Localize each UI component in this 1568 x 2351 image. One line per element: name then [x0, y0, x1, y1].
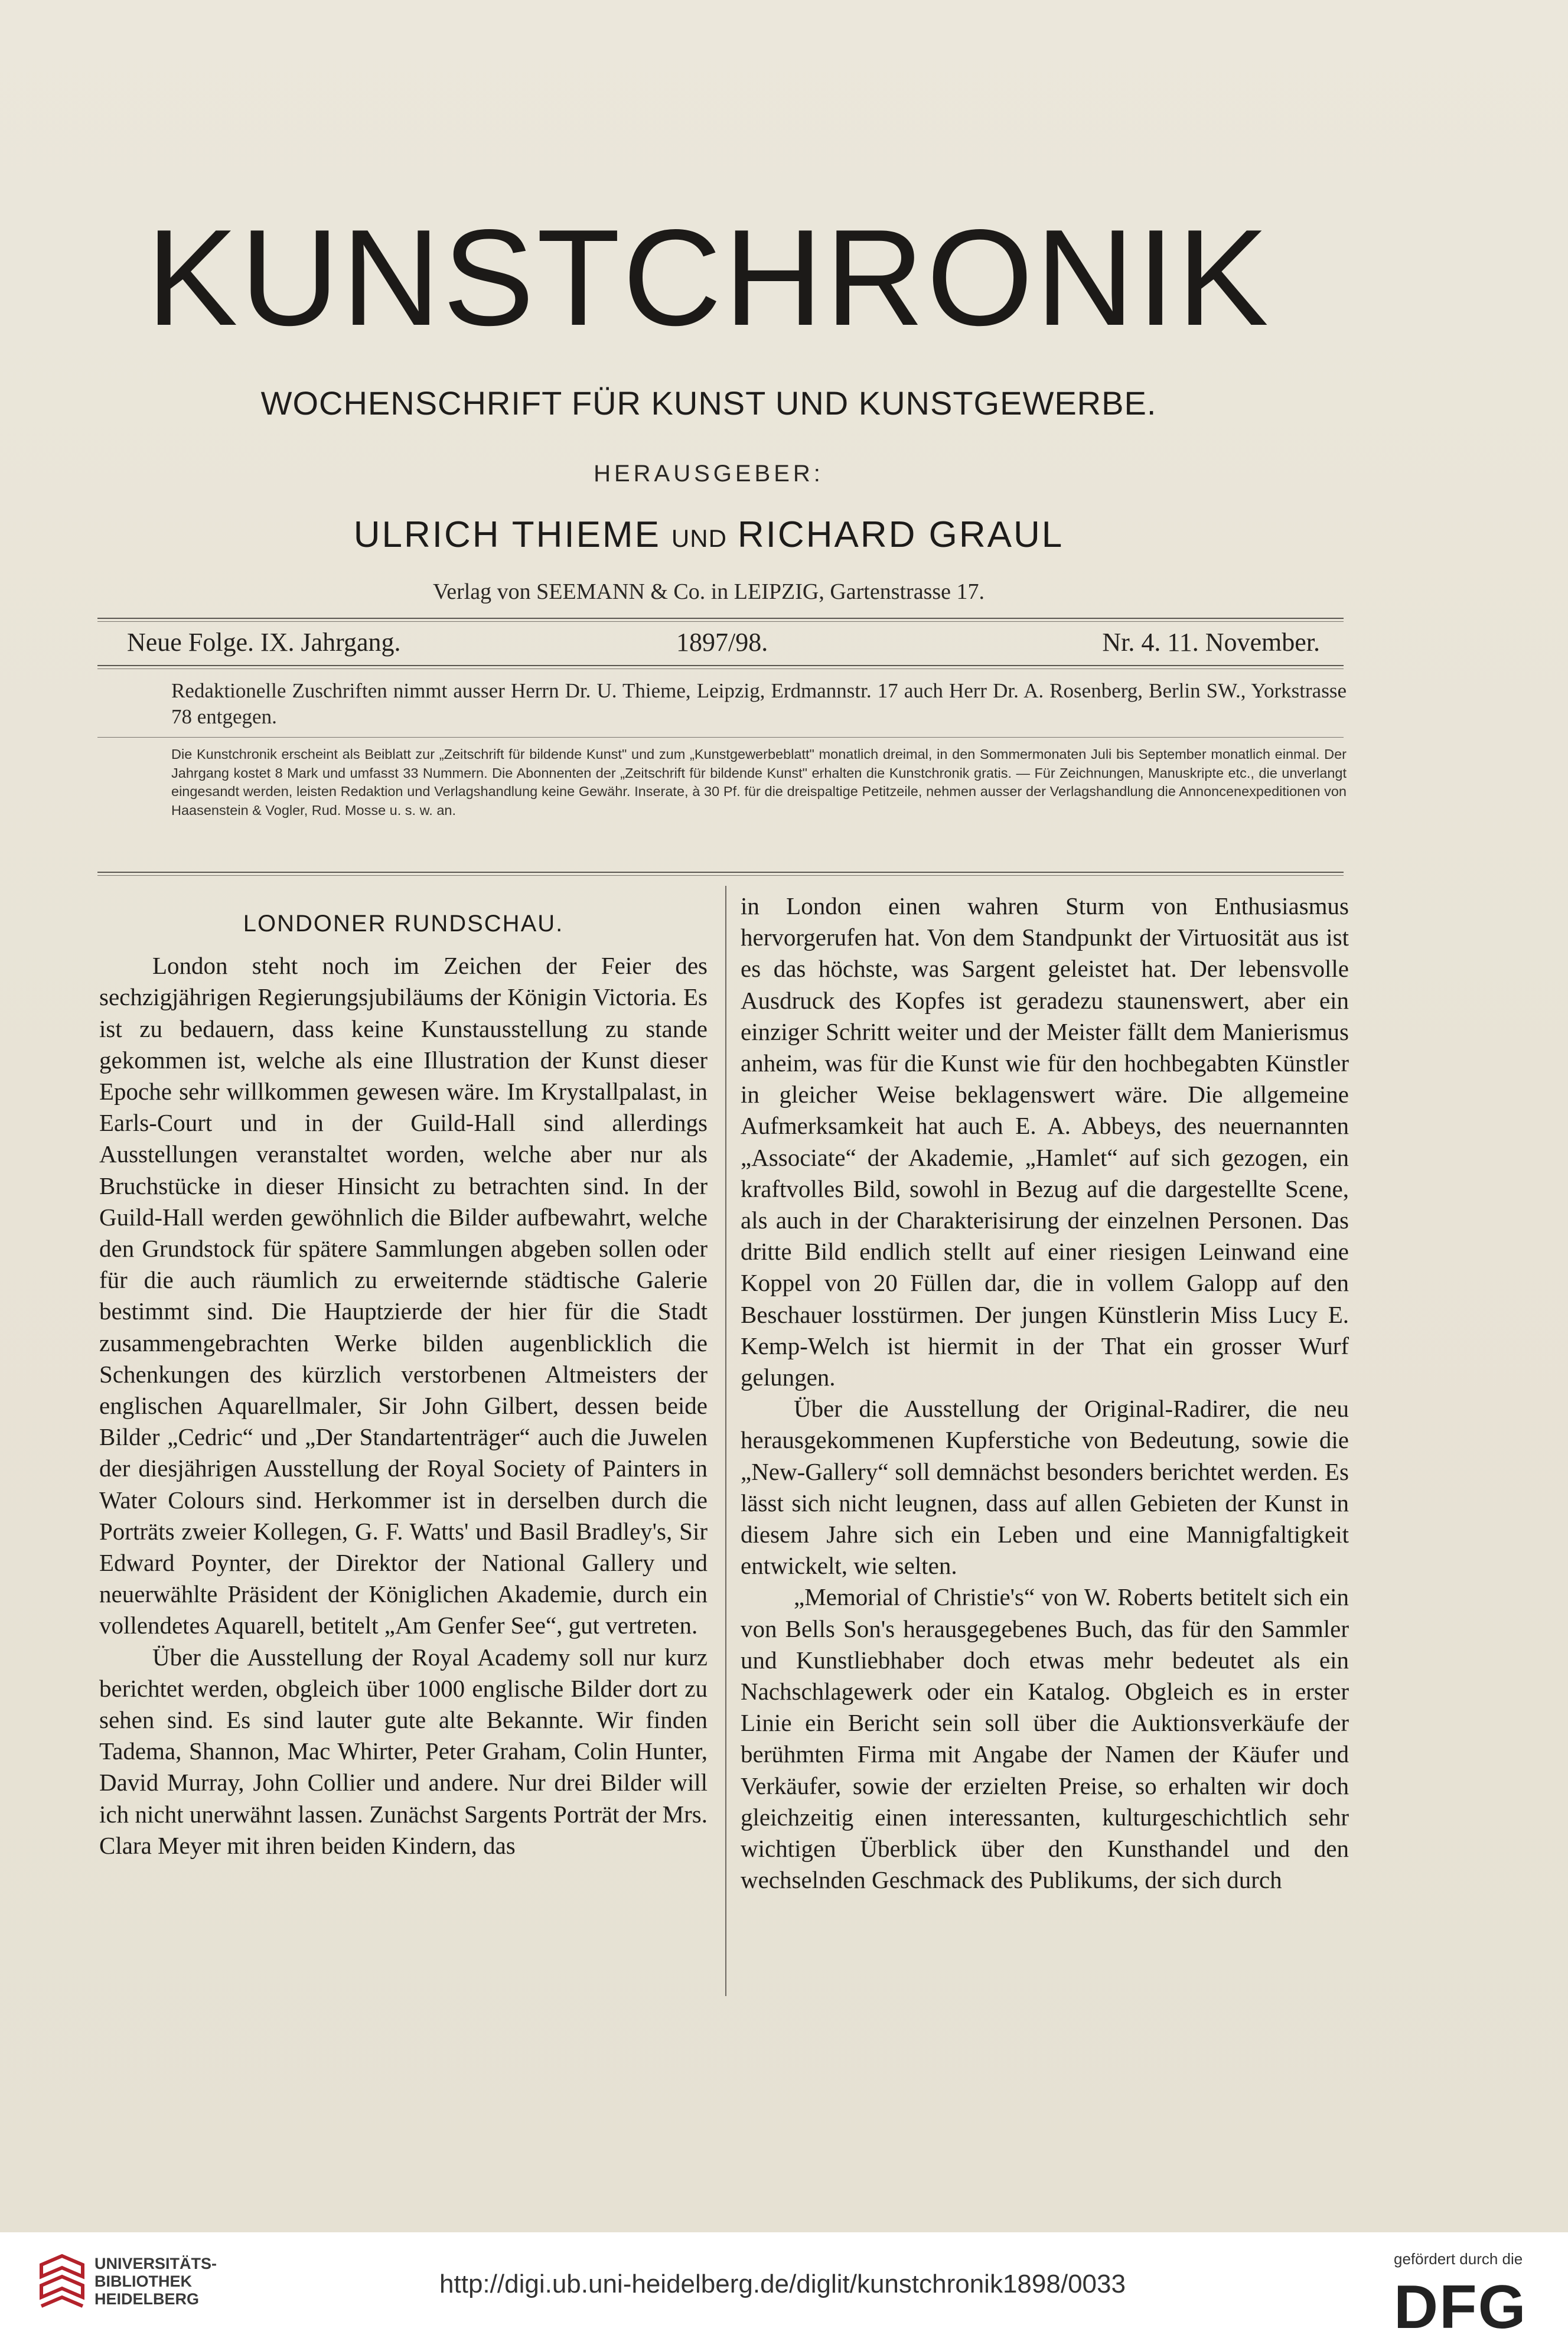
- notice-rule-bottom-thin: [97, 875, 1344, 876]
- article-title: LONDONER RUNDSCHAU.: [243, 911, 564, 937]
- folio-issue: Nr. 4. 11. November.: [1102, 628, 1320, 657]
- editorial-address: Redaktionelle Zuschriften nimmt ausser Herrn Dr. U. Thieme, Leipzig, Erdmannstr. 17 auch Herr Dr. A. Rosenberg, Berlin SW., Yorkstrasse 78 entgegen.: [171, 679, 1347, 728]
- folio-series: Neue Folge. IX. Jahrgang.: [127, 628, 401, 657]
- folio-line: [127, 627, 1320, 663]
- paragraph: „Memorial of Christie's“ von W. Roberts betitelt sich ein von Bells Son's herausgegebenes Buch, das für den Sammler und Kunstliebhaber doch etwas mehr bedeutet als ein Nachschlagewerk oder ein Katalog. Obgleich es in erster Linie ein Bericht sein soll über die Auktionsverkäufe der berühmten Firma mit Angabe der Namen der Käufer und Verkäufer, sowie der erzielten Preise, so erhalten wir doch gleichzeitig einen interessanten, kulturgeschichtlich sehr wichtigen Überblick über den Kunsthandel und den wechselnden Geschmack des Publikums, der sich durch: [741, 1583, 1349, 1894]
- folio-year: 1897/98.: [676, 628, 768, 657]
- editor-2: RICHARD GRAUL: [737, 514, 1064, 555]
- masthead-title: KUNSTCHRONIK: [146, 201, 1272, 354]
- column-left: [99, 891, 708, 1861]
- editor-1: ULRICH THIEME: [353, 514, 661, 555]
- column-divider: [725, 886, 726, 1996]
- top-rule-thin: [97, 621, 1344, 622]
- funded-by-label: gefördert durch die: [1394, 2250, 1523, 2268]
- editors-conjunction: UND: [671, 524, 727, 552]
- ub-heidelberg-logo-icon: [35, 2253, 89, 2318]
- library-line: HEIDELBERG: [94, 2290, 200, 2308]
- library-name: [94, 2255, 217, 2308]
- top-rule: [97, 618, 1344, 619]
- masthead-subtitle: WOCHENSCHRIFT FÜR KUNST UND KUNSTGEWERBE.: [260, 384, 1157, 422]
- paragraph: Über die Ausstellung der Original-Radirer, die neu herausgekommenen Kupferstiche von Bedeutung, sowie die „New-Gallery“ soll demnächst besonders berichtet werden. Es lässt sich nicht leugnen, dass auf allen Gebieten der Kunst in diesem Jahre sich ein Leben und eine Mannigfaltigkeit entwickelt, wie selten.: [741, 1395, 1349, 1580]
- subscription-notice: Die Kunstchronik erscheint als Beiblatt zur „Zeitschrift für bildende Kunst" und zum „Kunstgewerbeblatt" monatlich dreimal, in den Sommermonaten Juli bis September monatlich einmal. Der Jahrgang kostet 8 Mark und umfasst 33 Nummern. Die Abonnenten der „Zeitschrift für bildende Kunst" erhalten die Kunstchronik gratis. — Für Zeichnungen, Manuskripte etc., die unverlangt eingesandt werden, leisten Redaktion und Verlagshandlung keine Gewähr. Inserate, à 30 Pf. für die dreispaltige Petitzeile, nehmen ausser der Verlagshandlung die Annoncenexpeditionen von Haasenstein & Vogler, Rud. Mosse u. s. w. an.: [171, 746, 1347, 818]
- permalink-url[interactable]: http://digi.ub.uni-heidelberg.de/diglit/kunstchronik1898/0033: [439, 2270, 1126, 2298]
- paragraph: in London einen wahren Sturm von Enthusiasmus hervorgerufen hat. Von dem Standpunkt der Virtuosität aus ist es das höchste, was Sargent geleistet hat. Der lebensvolle Ausdruck des Kopfes ist geradezu staunenswert, aber ein einziger Schritt weiter und der Meister fällt dem Manierismus anheim, was für die Kunst wie für den hochbegabten Künstler in gleicher Weise beklagenswert wäre. Die allgemeine Aufmerksamkeit hat auch E. A. Abbeys, des neuernannten „Associate“ der Akademie, „Hamlet“ auf sich gezogen, ein kraftvolles Bild, sowohl in Bezug auf die dargestellte Scene, als auch in der Charakterisirung der einzelnen Personen. Das dritte Bild endlich stellt auf einer riesigen Leinwand eine Koppel von 20 Füllen dar, die in vollem Galopp auf den Beschauer losstürmen. Der jungen Künstlerin Miss Lucy E. Kemp-Welch ist hiermit in der That ein grosser Wurf gelungen.: [741, 892, 1349, 1391]
- library-line: BIBLIOTHEK: [94, 2272, 192, 2290]
- paragraph: London steht noch im Zeichen der Feier des sechzigjährigen Regierungsjubiläums der Königin Victoria. Es ist zu bedauern, dass keine Kunstausstellung zu stande gekommen ist, welche als eine Illustration der Kunst dieser Epoche sehr willkommen gewesen wäre. Im Krystallpalast, in Earls-Court und in der Guild-Hall sind allerdings Ausstellungen veranstaltet worden, welche aber nur als Bruchstücke in dieser Hinsicht zu betrachten sind. In der Guild-Hall werden gewöhnlich die Bilder aufbewahrt, welche den Grundstock für spätere Sammlungen abgeben sollen oder für die auch räumlich zu erweiternde städtische Galerie bestimmt sind. Die Hauptzierde der hier für die Stadt zusammengebrachten Werke bilden augenblicklich die Schenkungen des kürzlich verstorbenen Altmeisters der englischen Aquarellmaler, Sir John Gilbert, dessen beide Bilder „Cedric“ und „Der Standartenträger“ auch die Juwelen der diesjährigen Ausstellung der Royal Society of Painters in Water Colours sind. Herkommer ist in derselben durch die Porträts zweier Kollegen, G. F. Watts' und Basil Bradley's, Sir Edward Poynter, der Direktor der National Gallery und neuerwählte Präsident der Königlichen Akademie, durch ein vollendetes Aquarell, betitelt „Am Genfer See“, gut vertreten.: [99, 952, 708, 1639]
- dfg-logo: DFG: [1394, 2273, 1527, 2342]
- notice-rule-top: [97, 737, 1344, 738]
- column-right: [741, 891, 1349, 1896]
- notice-rule-bottom: [97, 872, 1344, 873]
- herausgeber-label: HERAUSGEBER:: [594, 461, 824, 487]
- folio-rule: [97, 665, 1344, 666]
- editors-line: [89, 514, 1329, 556]
- library-line: UNIVERSITÄTS-: [94, 2255, 217, 2272]
- publisher-line: Verlag von SEEMANN & Co. in LEIPZIG, Gartenstrasse 17.: [432, 579, 985, 604]
- paragraph: Über die Ausstellung der Royal Academy soll nur kurz berichtet werden, obgleich über 1000 englische Bilder dort zu sehen sind. Es sind lauter gute alte Bekannte. Wir finden Tadema, Shannon, Mac Whirter, Peter Graham, Colin Hunter, David Murray, John Collier und andere. Nur drei Bilder will ich nicht unerwähnt lassen. Zunächst Sargents Porträt der Mrs. Clara Meyer mit ihren beiden Kindern, das: [99, 1643, 708, 1859]
